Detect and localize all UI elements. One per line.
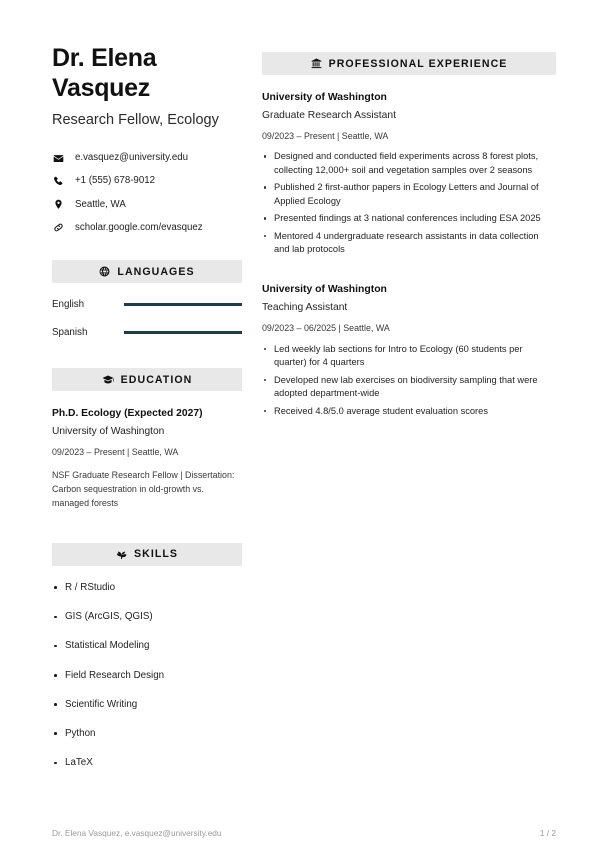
section-header-languages xyxy=(52,260,242,283)
experience-bullets xyxy=(262,150,556,257)
experience-meta: 09/2023 – 06/2025 | Seattle, WA xyxy=(262,323,390,334)
skill-item: Scientific Writing xyxy=(52,699,242,712)
sidebar-column xyxy=(52,44,242,786)
globe-icon xyxy=(99,266,110,277)
graduation-cap-icon xyxy=(102,374,114,386)
contact-item-location xyxy=(52,199,242,212)
contact-value-link: scholar.google.com/evasquez xyxy=(75,221,203,233)
experience-bullet: Led weekly lab sections for Intro to Ecology (60 students per quarter) for 4 quarters xyxy=(262,343,556,371)
experience-role: Teaching Assistant xyxy=(262,301,348,313)
section-title-skills: SKILLS xyxy=(134,548,178,561)
footer-page-number: 1 / 2 xyxy=(539,828,556,838)
footer-identity: Dr. Elena Vasquez, e.vasquez@university.edu xyxy=(52,828,222,838)
experience-bullets xyxy=(262,343,556,419)
experience-organization: University of Washington xyxy=(262,284,387,296)
experience-role: Graduate Research Assistant xyxy=(262,109,396,121)
skill-item: Field Research Design xyxy=(52,670,242,683)
languages-list xyxy=(52,299,242,338)
language-row xyxy=(52,299,242,310)
contact-value-email: e.vasquez@university.edu xyxy=(75,152,189,164)
phone-icon xyxy=(52,176,65,187)
seedling-icon xyxy=(116,549,127,560)
skill-item: Statistical Modeling xyxy=(52,640,242,653)
section-title-education: EDUCATION xyxy=(120,373,193,386)
skill-item: GIS (ArcGIS, QGIS) xyxy=(52,611,242,624)
contact-value-phone: +1 (555) 678-9012 xyxy=(75,175,155,187)
language-level-bar xyxy=(124,331,242,334)
experience-meta: 09/2023 – Present | Seattle, WA xyxy=(262,130,389,141)
education-degree: Ph.D. Ecology (Expected 2027) xyxy=(52,408,203,420)
email-icon xyxy=(52,153,65,164)
skill-item: LaTeX xyxy=(52,757,242,770)
section-header-experience xyxy=(262,52,556,75)
main-column xyxy=(262,44,556,786)
experience-entry xyxy=(262,91,556,257)
contact-item-phone xyxy=(52,175,242,188)
section-header-education xyxy=(52,368,242,391)
experience-bullet: Developed new lab exercises on biodiversity sampling that were adopted department-wide xyxy=(262,374,556,402)
section-title-experience: PROFESSIONAL EXPERIENCE xyxy=(328,57,508,70)
education-entry xyxy=(52,407,242,511)
language-level-bar xyxy=(124,303,242,306)
section-header-skills xyxy=(52,543,242,566)
experience-bullet: Received 4.8/5.0 average student evaluation scores xyxy=(262,405,556,419)
contact-item-link[interactable] xyxy=(52,222,242,235)
experience-bullet: Published 2 first-author papers in Ecology Letters and Journal of Applied Ecology xyxy=(262,181,556,209)
education-school: University of Washington xyxy=(52,425,165,437)
experience-bullet: Presented findings at 3 national conferences including ESA 2025 xyxy=(262,212,556,226)
link-icon xyxy=(52,222,65,233)
language-name: English xyxy=(52,299,85,311)
experience-bullet: Designed and conducted field experiments across 8 forest plots, collecting 12,000+ soil and vegetation samples over 2 seasons xyxy=(262,150,556,178)
experience-entry xyxy=(262,283,556,418)
location-pin-icon xyxy=(52,199,65,210)
skill-item: Python xyxy=(52,728,242,741)
education-meta: 09/2023 – Present | Seattle, WA xyxy=(52,446,179,457)
language-row xyxy=(52,327,242,338)
contact-item-email xyxy=(52,152,242,165)
building-columns-icon xyxy=(311,58,322,69)
language-name: Spanish xyxy=(52,327,88,339)
experience-bullet: Mentored 4 undergraduate research assistants in data collection and lab protocols xyxy=(262,230,556,258)
candidate-name: Dr. Elena Vasquez xyxy=(52,44,157,102)
contact-list xyxy=(52,152,242,234)
skill-item: R / RStudio xyxy=(52,582,242,595)
section-title-languages: LANGUAGES xyxy=(117,265,195,278)
contact-value-location: Seattle, WA xyxy=(75,198,126,210)
skills-list xyxy=(52,582,242,770)
candidate-headline: Research Fellow, Ecology xyxy=(52,112,219,128)
education-notes: NSF Graduate Research Fellow | Dissertation: Carbon sequestration in old-growth vs. managed forests xyxy=(52,470,235,509)
page-footer xyxy=(52,828,556,838)
experience-organization: University of Washington xyxy=(262,92,387,103)
